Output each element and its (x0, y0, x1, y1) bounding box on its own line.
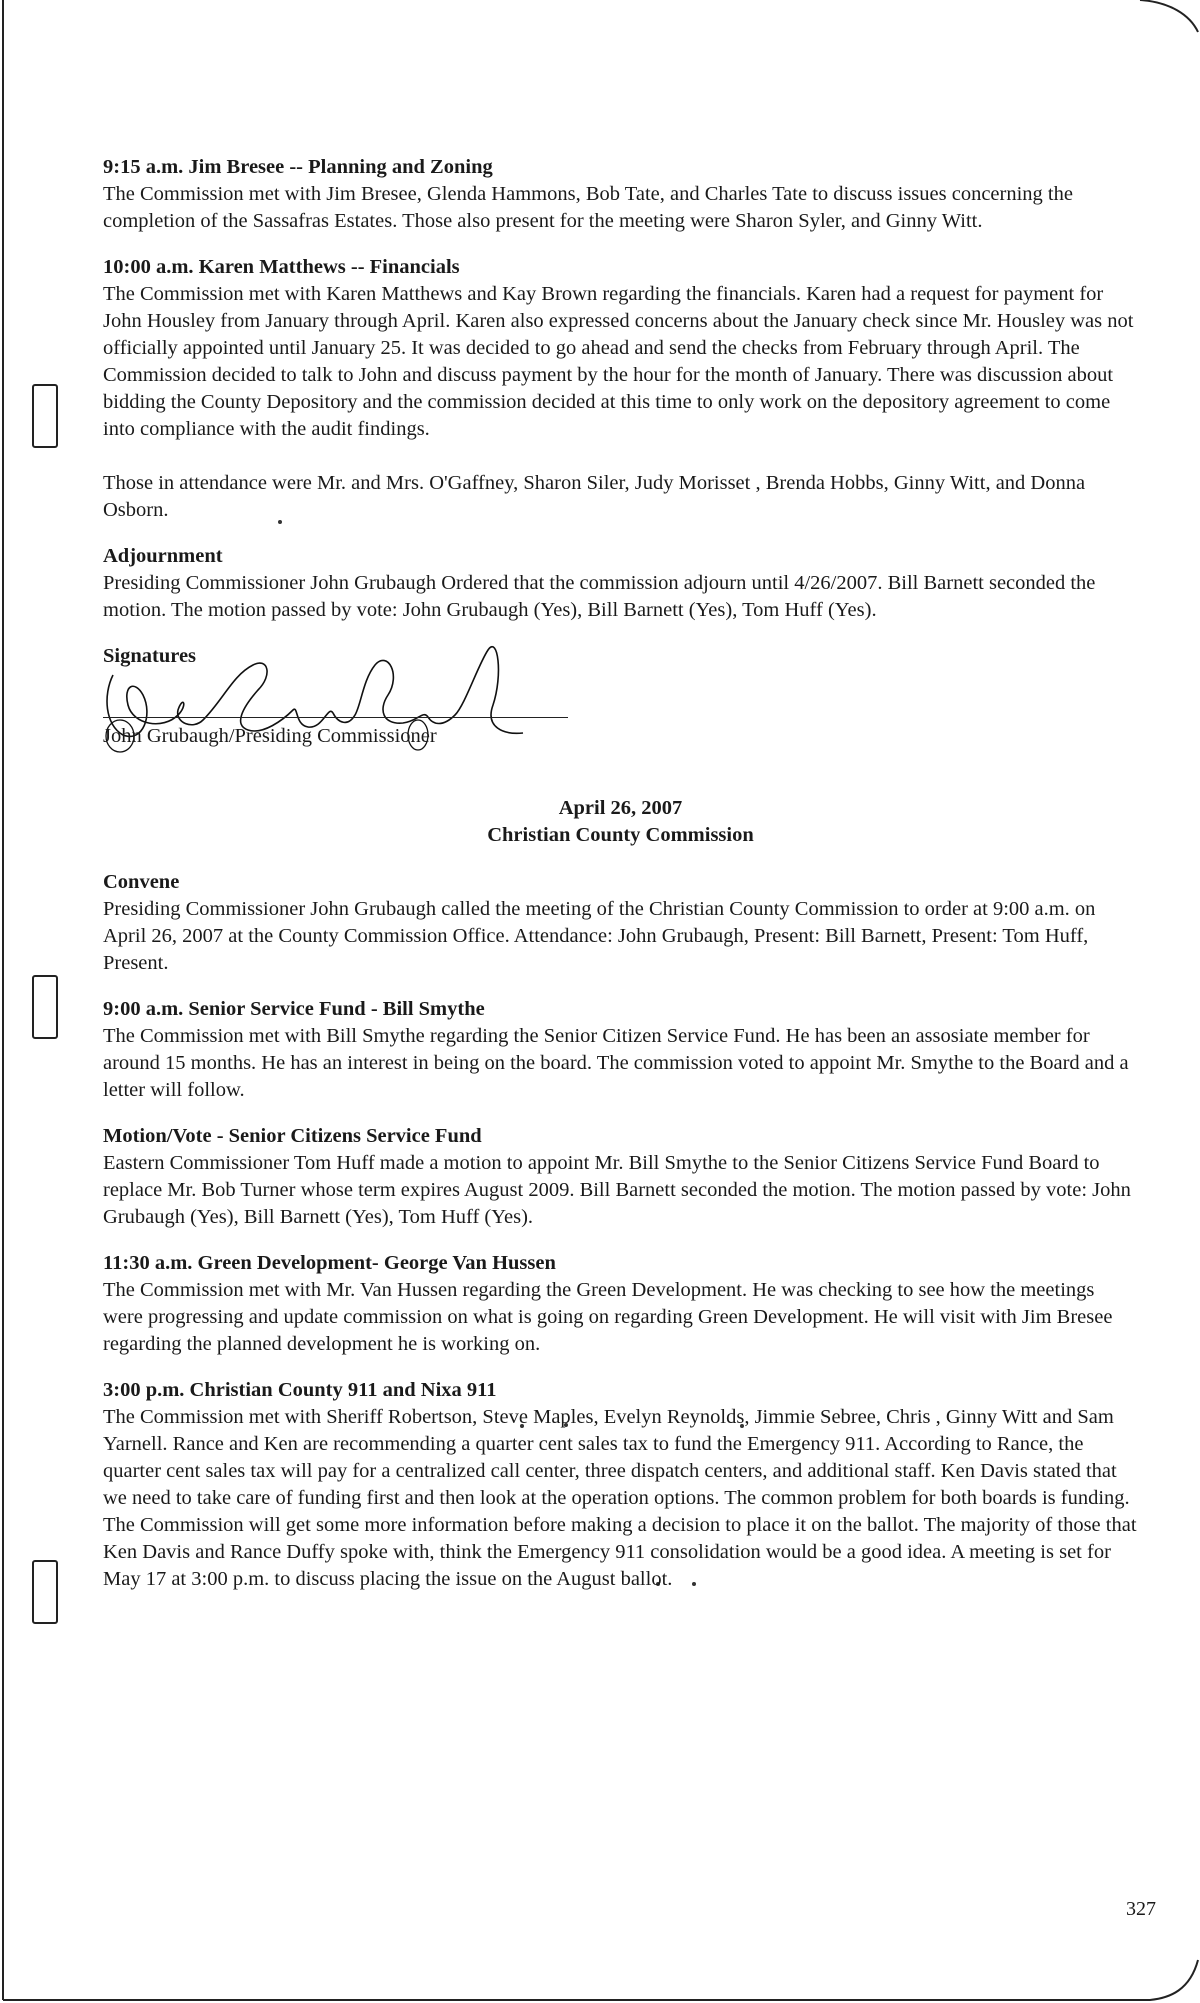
signatures-heading: Signatures (103, 645, 197, 667)
document-body (103, 154, 1138, 1612)
agenda-item-heading: 10:00 a.m. Karen Matthews -- Financials (103, 256, 460, 278)
agenda-item (103, 154, 1138, 235)
punch-hole (32, 975, 58, 1039)
attendance-text: Those in attendance were Mr. and Mrs. O'Gaffney, Sharon Siler, Judy Morisset , Brenda Hobbs, Ginny Witt, and Donna Osborn. (103, 472, 1086, 521)
page-number: 327 (1126, 1898, 1156, 1920)
adjournment-section (103, 543, 1138, 624)
agenda-item (103, 254, 1138, 443)
agenda-item-heading: 11:30 a.m. Green Development- George Van Hussen (103, 1252, 556, 1274)
punch-hole (32, 1560, 58, 1624)
meeting-title: Christian County Commission (487, 824, 754, 846)
signature-line (103, 717, 568, 718)
agenda-item-heading: 3:00 p.m. Christian County 911 and Nixa 911 (103, 1379, 497, 1401)
adjournment-heading: Adjournment (103, 545, 223, 567)
agenda-item-text: Presiding Commissioner John Grubaugh called the meeting of the Christian County Commission to order at 9:00 a.m. on April 26, 2007 at the County Commission Office. Attendance: John Grubaugh, Present: Bill Barnett, Present: Tom Huff, Present. (103, 898, 1096, 974)
agenda-item-heading: Motion/Vote - Senior Citizens Service Fund (103, 1125, 482, 1147)
agenda-item-text: Eastern Commissioner Tom Huff made a motion to appoint Mr. Bill Smythe to the Senior Citizens Service Fund Board to replace Mr. Bob Turner whose term expires August 2009. Bill Barnett seconded the motion. The motion passed by vote: John Grubaugh (Yes), Bill Barnett (Yes), Tom Huff (Yes). (103, 1152, 1131, 1228)
agenda-item-heading: 9:15 a.m. Jim Bresee -- Planning and Zoning (103, 156, 493, 178)
agenda-item-text: The Commission met with Bill Smythe regarding the Senior Citizen Service Fund. He has been an assosiate member for around 15 months. He has an interest in being on the board. The commission voted to appoint Mr. Smythe to the Board and a letter will follow. (103, 1025, 1129, 1101)
agenda-item-text: The Commission met with Jim Bresee, Glenda Hammons, Bob Tate, and Charles Tate to discuss issues concerning the completion of the Sassafras Estates. Those also present for the meeting were Sharon Syler, and Ginny Witt. (103, 183, 1073, 232)
agenda-item (103, 1377, 1138, 1593)
punch-hole (32, 384, 58, 448)
meeting-header (103, 795, 1138, 849)
agenda-item-text: The Commission met with Mr. Van Hussen regarding the Green Development. He was checking to see how the meetings were progressing and update commission on what is going on regarding Green Development. He will visit with Jim Bresee regarding the planned development he is working on. (103, 1279, 1113, 1355)
agenda-item (103, 1123, 1138, 1231)
adjournment-text: Presiding Commissioner John Grubaugh Ordered that the commission adjourn until 4/26/2007. Bill Barnett seconded the motion. The motion passed by vote: John Grubaugh (Yes), Bill Barnett (Yes), Tom Huff (Yes). (103, 572, 1096, 621)
signatory-name: John Grubaugh/Presiding Commissioner (103, 725, 437, 747)
meeting-date: April 26, 2007 (558, 797, 683, 819)
agenda-item-text: The Commission met with Karen Matthews and Kay Brown regarding the financials. Karen had a request for payment for John Housley from January through April. Karen also expressed concerns about the January check since Mr. Housley was not officially appointed until January 25. It was decided to go ahead and send the checks from February through April. The Commission decided to talk to John and discuss payment by the hour for the month of January. There was discussion about bidding the County Depository and the commission decided at this time to only work on the depository agreement to come into compliance with the audit findings. (103, 283, 1134, 440)
attendance-paragraph (103, 470, 1138, 524)
agenda-item-heading: 9:00 a.m. Senior Service Fund - Bill Smythe (103, 998, 485, 1020)
signature-block (103, 643, 1138, 753)
agenda-item (103, 996, 1138, 1104)
agenda-item-heading: Convene (103, 871, 180, 893)
agenda-item (103, 1250, 1138, 1358)
agenda-item-text: The Commission met with Sheriff Robertson, Steve Maples, Evelyn Reynolds, Jimmie Sebree, Chris , Ginny Witt and Sam Yarnell. Rance and Ken are recommending a quarter cent sales tax to fund the Emergency 911. According to Rance, the quarter cent sales tax will pay for a centralized call center, three dispatch centers, and additional staff. Ken Davis stated that we need to take care of funding first and then look at the operation options. The common problem for both boards is funding. The Commission will get some more information before making a decision to place it on the ballot. The majority of those that Ken Davis and Rance Duffy spoke with, think the Emergency 911 consolidation would be a good idea. A meeting is set for May 17 at 3:00 p.m. to discuss placing the issue on the August ballot. (103, 1406, 1137, 1590)
agenda-item (103, 869, 1138, 977)
